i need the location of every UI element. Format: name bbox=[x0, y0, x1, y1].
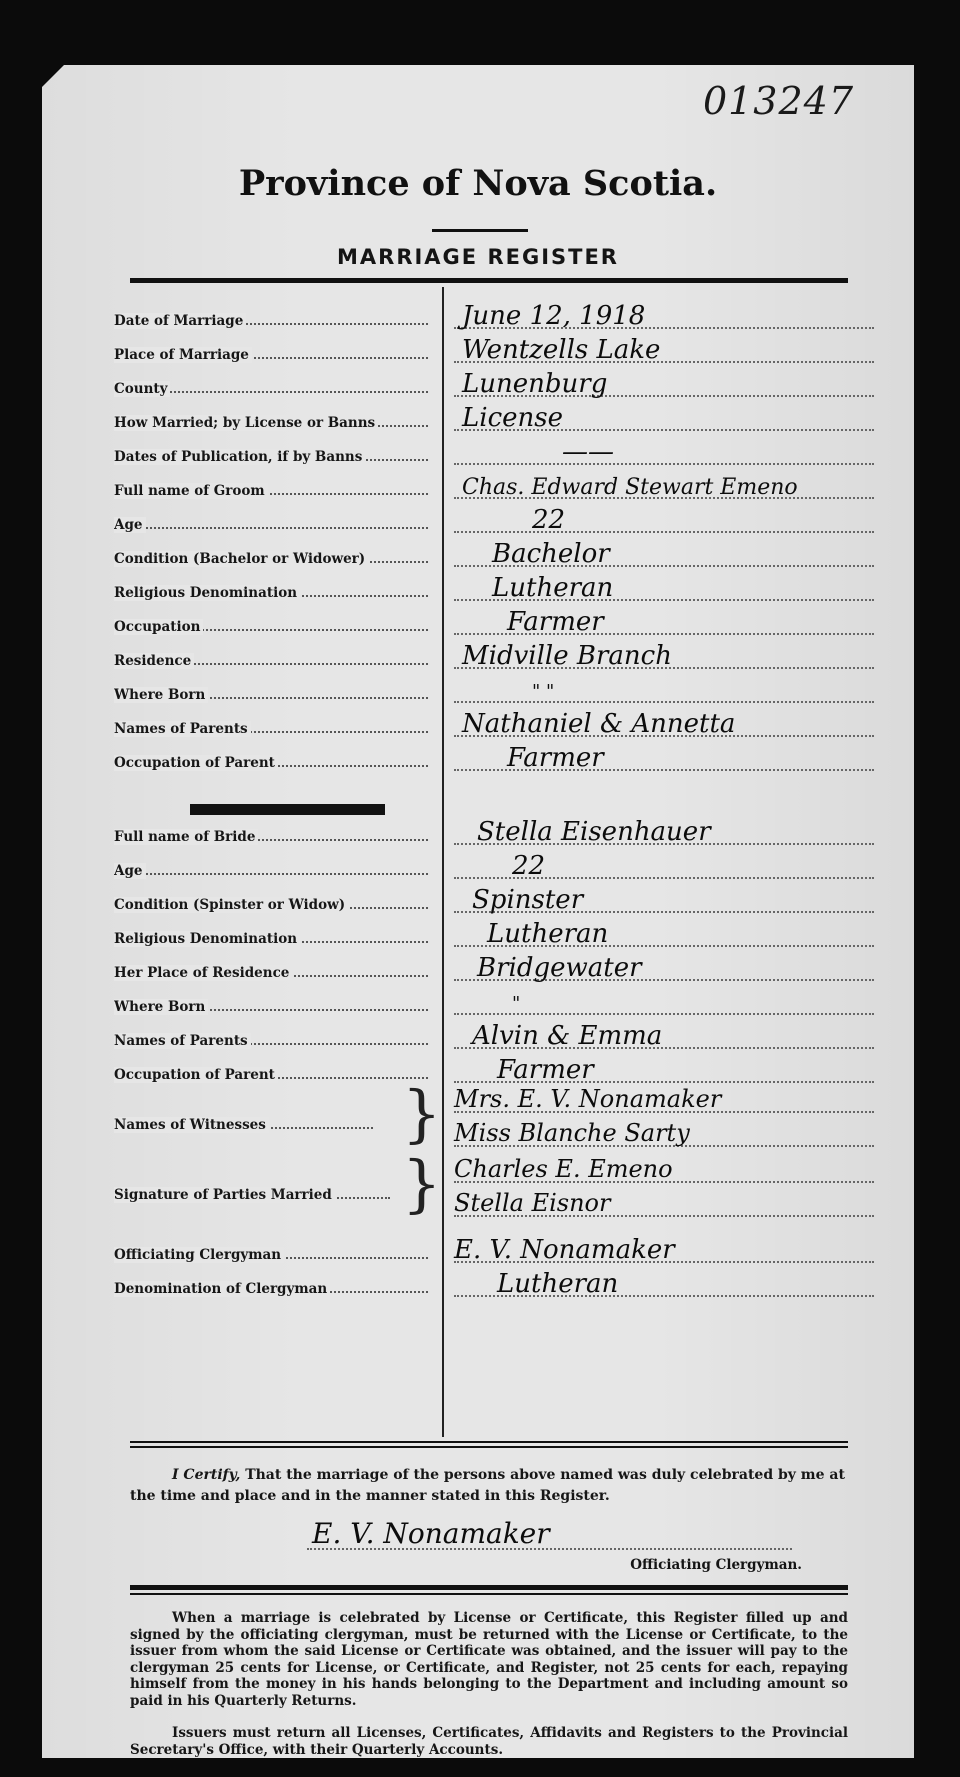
field-value: License bbox=[462, 403, 564, 433]
folded-corner bbox=[42, 65, 64, 87]
signatures-brace: } bbox=[402, 1147, 442, 1220]
page-title: Province of Nova Scotia. bbox=[238, 163, 718, 204]
field-label: Her Place of Residence bbox=[114, 965, 292, 981]
field-value: Bridgewater bbox=[477, 953, 642, 983]
field-label: Date of Marriage bbox=[114, 313, 246, 329]
field-value: Chas. Edward Stewart Emeno bbox=[462, 475, 798, 500]
field-row-groom-condition bbox=[42, 539, 914, 573]
field-row-bride-parents bbox=[42, 1021, 914, 1055]
field-label: Names of Parents bbox=[114, 721, 251, 737]
witness-1 bbox=[42, 1085, 914, 1119]
field-value: Lutheran bbox=[487, 919, 609, 949]
field-value: 22 bbox=[532, 505, 566, 535]
field-label: Occupation of Parent bbox=[114, 755, 278, 771]
certifying-signature: E. V. Nonamaker bbox=[312, 1517, 550, 1550]
field-label: Dates of Publication, if by Banns bbox=[114, 449, 365, 465]
field-row-bride-where-born bbox=[42, 991, 914, 1021]
register-page bbox=[42, 65, 914, 1758]
field-label: Place of Marriage bbox=[114, 347, 252, 363]
field-label: Officiating Clergyman bbox=[114, 1247, 284, 1263]
field-row-clergy-denomination bbox=[42, 1269, 914, 1303]
field-value: June 12, 1918 bbox=[462, 301, 646, 331]
field-value: Wentzells Lake bbox=[462, 335, 661, 365]
field-value: " bbox=[512, 993, 521, 1014]
field-row-groom-residence bbox=[42, 641, 914, 675]
field-row-groom-parent-occupation bbox=[42, 743, 914, 777]
field-value: Lutheran bbox=[497, 1269, 619, 1299]
field-label: Age bbox=[114, 863, 146, 879]
field-row-bride-denomination bbox=[42, 919, 914, 953]
field-label: How Married; by License or Banns bbox=[114, 415, 378, 431]
field-row-groom-denomination bbox=[42, 573, 914, 607]
field-value: Farmer bbox=[507, 607, 604, 637]
field-row-bride-condition bbox=[42, 885, 914, 919]
field-value: Stella Eisnor bbox=[454, 1189, 611, 1217]
field-value: Farmer bbox=[497, 1055, 594, 1085]
field-row-bride-name bbox=[42, 817, 914, 851]
field-label: Condition (Bachelor or Widower) bbox=[114, 551, 368, 567]
field-label: Names of Parents bbox=[114, 1033, 251, 1049]
signature-caption: Officiating Clergyman. bbox=[630, 1557, 802, 1573]
field-row-officiating-clergyman bbox=[42, 1235, 914, 1269]
document-number: 013247 bbox=[702, 79, 854, 123]
instructions-paragraph: When a marriage is celebrated by License or Certificate, this Register filled up and signed by the officiating clergyman, must be returned with the License or Certificate, to the issuer from whom the said License or Certificate was obtained, and the issuer will pay to the clergyman 25 cents for License, or Certificate, and Register, not 25 cents for each, repaying himself from the money in his hands belonging to the Department and including amount so paid in his Quarterly Returns. bbox=[130, 1610, 848, 1709]
field-value: Spinster bbox=[472, 885, 584, 915]
field-value: Farmer bbox=[507, 743, 604, 773]
certify-body: That the marriage of the persons above named was duly celebrated by me at the time and place and in the manner stated in this Register. bbox=[130, 1467, 845, 1504]
field-row-county bbox=[42, 369, 914, 403]
title-underline bbox=[432, 229, 528, 232]
field-value: —— bbox=[562, 437, 614, 467]
field-label: Full name of Groom bbox=[114, 483, 268, 499]
field-label: Where Born bbox=[114, 999, 208, 1015]
header-rule bbox=[130, 278, 848, 283]
field-label: Full name of Bride bbox=[114, 829, 258, 845]
field-row-groom-occupation bbox=[42, 607, 914, 641]
field-value: Midville Branch bbox=[462, 641, 672, 671]
field-row-groom-where-born bbox=[42, 679, 914, 709]
field-label: Religious Denomination bbox=[114, 931, 300, 947]
signature-1 bbox=[42, 1155, 914, 1189]
field-row-groom-parents bbox=[42, 709, 914, 743]
field-value: Alvin & Emma bbox=[472, 1021, 663, 1051]
certify-heading: I Certify, bbox=[172, 1467, 241, 1483]
field-label: Residence bbox=[114, 653, 194, 669]
field-label: County bbox=[114, 381, 170, 397]
field-row-how-married bbox=[42, 403, 914, 437]
field-label: Religious Denomination bbox=[114, 585, 300, 601]
field-row-bride-residence bbox=[42, 953, 914, 987]
footer-rule bbox=[130, 1585, 848, 1590]
field-row-place-of-marriage bbox=[42, 335, 914, 369]
field-label: Where Born bbox=[114, 687, 208, 703]
field-row-bride-age bbox=[42, 851, 914, 885]
field-row-groom-name bbox=[42, 475, 914, 505]
field-label: Names of Witnesses bbox=[114, 1117, 269, 1133]
issuers-notice: Issuers must return all Licenses, Certificates, Affidavits and Registers to the Provincial Secretary's Office, with their Quarterly Accounts. bbox=[130, 1725, 848, 1758]
field-label: Occupation of Parent bbox=[114, 1067, 278, 1083]
field-value: Charles E. Emeno bbox=[454, 1155, 673, 1183]
field-label: Age bbox=[114, 517, 146, 533]
form-subtitle: MARRIAGE REGISTER bbox=[337, 245, 619, 269]
field-value: Mrs. E. V. Nonamaker bbox=[454, 1085, 722, 1113]
field-label: Condition (Spinster or Widow) bbox=[114, 897, 348, 913]
field-row-groom-age bbox=[42, 505, 914, 539]
field-row-dates-of-publication bbox=[42, 437, 914, 471]
field-value: " " bbox=[532, 681, 555, 702]
field-value: Lutheran bbox=[492, 573, 614, 603]
field-label: Signature of Parties Married bbox=[114, 1187, 335, 1203]
certify-top-rule bbox=[130, 1441, 848, 1443]
certification-text bbox=[130, 1465, 848, 1507]
field-row-date-of-marriage bbox=[42, 301, 914, 335]
signature-line bbox=[307, 1548, 792, 1550]
field-value: 22 bbox=[512, 851, 546, 881]
field-value: Stella Eisenhauer bbox=[477, 817, 711, 847]
field-value: E. V. Nonamaker bbox=[454, 1235, 675, 1265]
bride-section-divider bbox=[190, 804, 385, 815]
field-label: Denomination of Clergyman bbox=[114, 1281, 330, 1297]
field-label: Occupation bbox=[114, 619, 203, 635]
field-value: Nathaniel & Annetta bbox=[462, 709, 736, 739]
witnesses-brace: } bbox=[402, 1077, 442, 1150]
field-value: Miss Blanche Sarty bbox=[454, 1119, 690, 1147]
field-value: Bachelor bbox=[492, 539, 610, 569]
field-value: Lunenburg bbox=[462, 369, 608, 399]
